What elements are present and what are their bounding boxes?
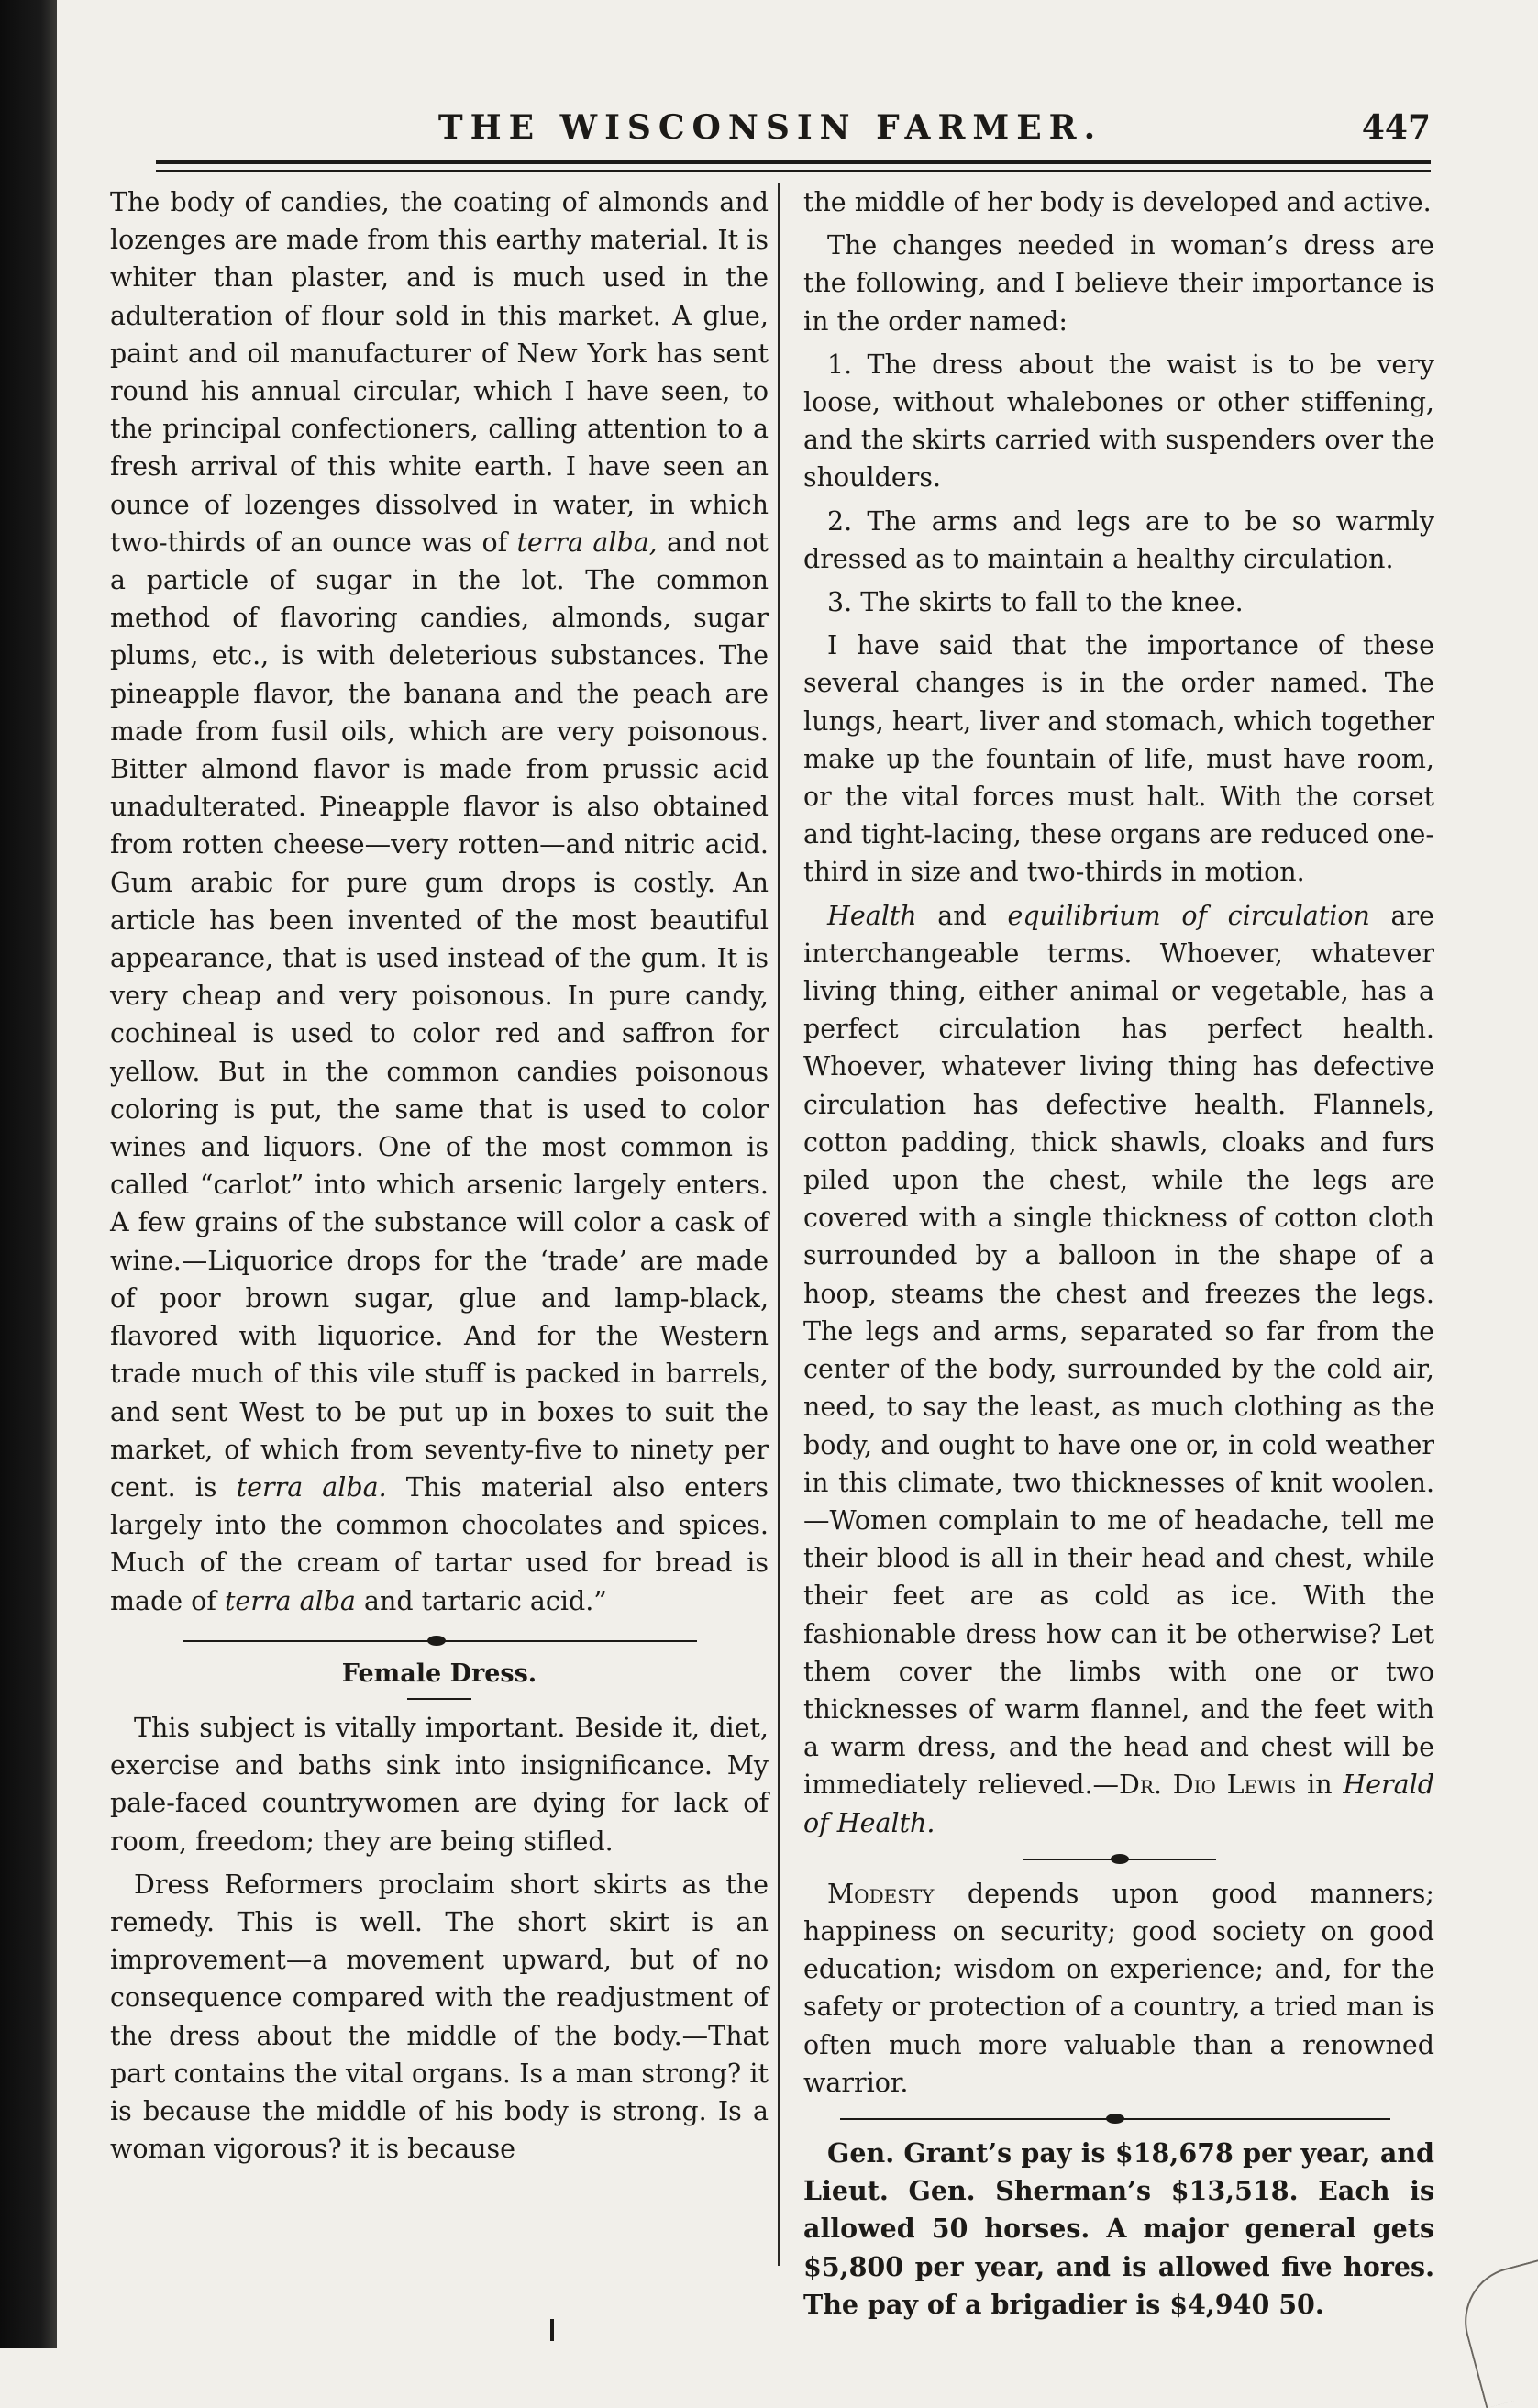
- scan-binding-edge: [0, 0, 57, 2348]
- ink-mark: [550, 2319, 554, 2341]
- importance-paragraph: I have said that the importance of these several changes is in the order named. The lungs, heart, liver and stomach, which together make up the fountain of life, must have room, or the vital forces must halt. With the corset and tight-lacing, these organs are reduced one-third in size and two-thirds in motion.: [803, 630, 1434, 888]
- list-item-3: 3. The skirts to fall to the knee.: [827, 587, 1244, 618]
- list-item-2: 2. The arms and legs are to be so warmly dressed as to maintain a healthy circulation.: [803, 505, 1434, 574]
- author-name: Dr. Dio Lewis: [1119, 1770, 1297, 1801]
- header-rule-thin: [156, 170, 1431, 172]
- left-column: [110, 183, 769, 2168]
- section-heading: Female Dress.: [341, 1659, 537, 1688]
- circulation-paragraph: Health and equilibrium of circulation are interchangeable terms. Whoever, whatever living thing, either animal or vegetable, has a perfect circulation has perfect health. Whoever, whatever living thing has defective circulation has defective health. Flannels, cotton padding, thick shawls, cloaks and furs piled upon the chest, while the legs are covered with a single thickness of cotton cloth surrounded by a balloon in the shape of a hoop, steams the chest and freezes the legs. The legs and arms, separated so far from the center of the body, surrounded by the cold air, need, to say the least, as much clothing as the body, and ought to have one or, in cold weather in this climate, two thicknesses of knit woolen.—Women complain to me of headache, tell me their blood is all in their head and chest, while their feet are as cold as ice. With the fashionable dress how can it be otherwise? Let them cover the limbs with one or two thicknesses of warm flannel, and the feet with a warm dress, and the head and chest will be immediately relieved.—Dr. Dio Lewis in Herald of Health.: [803, 900, 1435, 1838]
- list-item-1: 1. The dress about the waist is to be very loose, without whalebones or other stiffening, and the skirts carried with suspenders over the shoulders.: [803, 349, 1434, 494]
- section-divider: [803, 2109, 1434, 2129]
- dress-continued: the middle of her body is developed and active.: [803, 187, 1432, 217]
- pay-paragraph: Gen. Grant’s pay is $18,678 per year, and Lieut. Gen. Sherman’s $13,518. Each is allowed 50 horses. A major general gets $5,800 per year, and is allowed five hores. The pay of a brigadier is $4,940 50.: [803, 2136, 1434, 2320]
- page-number: 447: [1361, 108, 1431, 147]
- candy-article-text: The body of candies, the coating of almonds and lozenges are made from this earthy material. It is whiter than plaster, and is much used in the adulteration of flour sold in this market. A glue, paint and oil manufacturer of New York has sent round his annual circular, which I have seen, to the principal confectioners, calling attention to a fresh arrival of this white earth. I have seen an ounce of lozenges dissolved in water, in which two-thirds of an ounce was of terra alba, and not a particle of sugar in the lot. The common method of flavoring candies, almonds, sugar plums, etc., is with deleterious substances. The pineapple flavor, the banana and the peach are made from fusil oils, which are very poisonous. Bitter almond flavor is made from prussic acid unadulterated. Pineapple flavor is also obtained from rotten cheese—very rotten—and nitric acid. Gum arabic for pure gum drops is costly. An article has been invented of the most beautiful appearance, that is used instead of the gum. It is very cheap and very poisonous. In pure candy, cochineal is used to color red and saffron for yellow. But in the common candies poisonous coloring is put, the same that is used to color wines and liquors. One of the most common is called “carlot” into which arsenic largely enters. A few grains of the substance will color a cask of wine.—Liquorice drops for the ‘trade’ are made of poor brown sugar, glue and lamp-black, flavored with liquorice. And for the Western trade much of this vile stuff is packed in barrels, and sent West to be put up in boxes to suit the market, of which from seventy-five to ninety per cent. is terra alba. This material also enters largely into the common chocolates and spices. Much of the cream of tartar used for bread is made of terra alba and tartaric acid.”: [110, 187, 769, 1616]
- changes-intro: The changes needed in woman’s dress are the following, and I believe their importance is in the order named:: [803, 230, 1434, 337]
- page-title: THE WISCONSIN FARMER.: [437, 108, 1103, 147]
- right-column: [803, 183, 1434, 2324]
- modesty-paragraph: Modesty depends upon good manners; happiness on security; good society on good education; wisdom on experience; and, for the safety or protection of a country, a tried man is often much more valuable than a renowned warrior.: [803, 1878, 1434, 2098]
- page-header: [110, 103, 1431, 158]
- header-rule-thick: [156, 160, 1431, 164]
- dress-paragraph-2: Dress Reformers proclaim short skirts as the remedy. This is well. The short skirt is an improvement—a movement upward, but of no consequence compared with the readjustment of the dress about the middle of the body.—That part contains the vital organs. Is a man strong? it is because the middle of his body is strong. Is a woman vigorous? it is because: [110, 1869, 769, 2165]
- section-divider: [110, 1631, 769, 1651]
- section-divider: [803, 1849, 1434, 1870]
- source-name: Herald of Health.: [803, 1770, 1435, 1838]
- heading-rule: [407, 1698, 471, 1700]
- column-divider: [778, 183, 780, 2266]
- dress-paragraph-1: This subject is vitally important. Beside it, diet, exercise and baths sink into insignificance. My pale-faced countrywomen are dying for lack of room, freedom; they are being stifled.: [110, 1712, 769, 1857]
- page-curl-artifact: [1453, 2254, 1538, 2408]
